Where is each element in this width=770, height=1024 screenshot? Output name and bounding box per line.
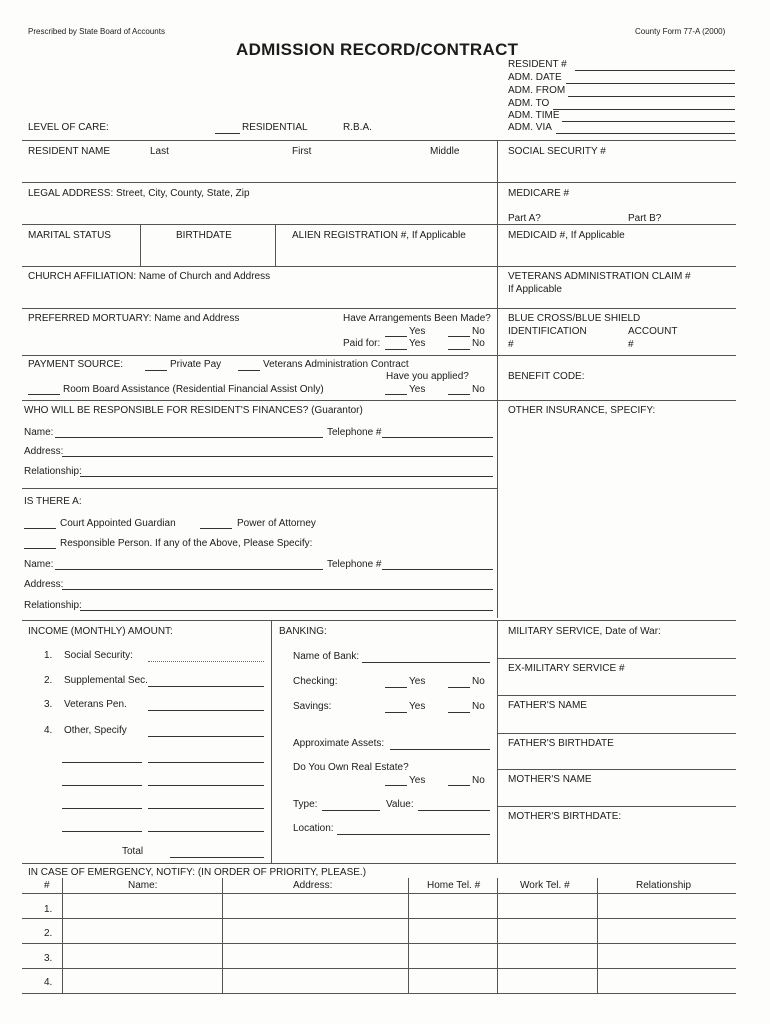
rule <box>22 140 736 141</box>
savings-label: Savings: <box>293 701 332 712</box>
is-there-name-label: Name: <box>24 559 54 570</box>
va-claim-note: If Applicable <box>508 284 562 295</box>
checking-yes: Yes <box>409 676 426 687</box>
last-name-label: Last <box>150 146 169 157</box>
guarantor-relationship-field[interactable] <box>80 476 493 477</box>
applied-no-field[interactable] <box>448 394 470 395</box>
adm-time-label: ADM. TIME <box>508 110 560 121</box>
emergency-row-number: 4. <box>44 977 53 988</box>
responsible-field[interactable] <box>24 548 56 549</box>
cell-divider <box>140 224 141 266</box>
other-income-amount-field[interactable] <box>148 785 264 786</box>
table-row[interactable] <box>22 943 736 944</box>
bank-name-field[interactable] <box>362 662 490 663</box>
income-total-label: Total <box>122 846 144 857</box>
applied-no: No <box>472 384 485 395</box>
cell-divider <box>271 620 272 863</box>
checking-no-field[interactable] <box>448 687 470 688</box>
resident-no-field[interactable] <box>575 70 735 71</box>
room-board-option: Room Board Assistance (Residential Financial Assist Only) <box>63 384 324 395</box>
checking-label: Checking: <box>293 676 338 687</box>
checking-yes-field[interactable] <box>385 687 407 688</box>
veterans-pension-label: Veterans Pen. <box>64 699 127 710</box>
emergency-col-number: # <box>44 880 50 891</box>
savings-no-field[interactable] <box>448 712 470 713</box>
residential-check[interactable] <box>215 133 240 134</box>
type-field[interactable] <box>322 810 380 811</box>
rule <box>22 355 736 356</box>
arrangements-yes-field[interactable] <box>385 336 407 337</box>
banking-heading: BANKING: <box>279 626 327 637</box>
rule <box>497 806 736 807</box>
rule <box>22 308 736 309</box>
arrangements-yes: Yes <box>409 326 426 337</box>
veterans-pension-field[interactable] <box>148 710 264 711</box>
va-contract-field[interactable] <box>238 370 260 371</box>
form-number: County Form 77-A (2000) <box>635 27 726 36</box>
payment-source-label: PAYMENT SOURCE: <box>28 359 124 370</box>
adm-via-label: ADM. VIA <box>508 122 552 133</box>
blue-cross-label: BLUE CROSS/BLUE SHIELD <box>508 313 641 324</box>
other-income-desc-field[interactable] <box>62 762 142 763</box>
rule <box>22 893 736 894</box>
emergency-col-relationship: Relationship <box>636 880 692 891</box>
mother-name-label: MOTHER'S NAME <box>508 774 592 785</box>
real-estate-no-field[interactable] <box>448 785 470 786</box>
adm-from-label: ADM. FROM <box>508 85 566 96</box>
supplemental-income-field[interactable] <box>148 686 264 687</box>
is-there-address-label: Address: <box>24 579 64 590</box>
guardian-option: Court Appointed Guardian <box>60 518 176 529</box>
income-item-number: 4. <box>44 725 53 736</box>
other-income-amount-field[interactable] <box>148 762 264 763</box>
real-estate-label: Do You Own Real Estate? <box>293 762 409 773</box>
mother-birthdate-label: MOTHER'S BIRTHDATE: <box>508 811 622 822</box>
mortuary-label: PREFERRED MORTUARY: Name and Address <box>28 313 240 324</box>
other-income-desc-field[interactable] <box>62 785 142 786</box>
church-label: CHURCH AFFILIATION: Name of Church and Address <box>28 271 271 282</box>
applied-yes-field[interactable] <box>385 394 407 395</box>
emergency-col-address: Address: <box>293 880 333 891</box>
other-income-label: Other, Specify <box>64 725 127 736</box>
real-estate-yes: Yes <box>409 775 426 786</box>
paid-yes-field[interactable] <box>385 349 407 350</box>
location-label: Location: <box>293 823 334 834</box>
va-contract-option: Veterans Administration Contract <box>263 359 409 370</box>
guarantor-address-label: Address: <box>24 446 64 457</box>
arrangements-no-field[interactable] <box>448 336 470 337</box>
account-hash: # <box>628 339 634 350</box>
arrangements-label: Have Arrangements Been Made? <box>343 313 491 324</box>
medicare-part-a: Part A? <box>508 213 541 224</box>
private-pay-option: Private Pay <box>170 359 222 370</box>
table-row[interactable] <box>22 968 736 969</box>
type-label: Type: <box>293 799 318 810</box>
bank-name-label: Name of Bank: <box>293 651 360 662</box>
emergency-heading: IN CASE OF EMERGENCY, NOTIFY: (IN ORDER OF PRIORITY, PLEASE.) <box>28 867 367 878</box>
medicaid-label: MEDICAID #, If Applicable <box>508 230 625 241</box>
supplemental-income-label: Supplemental Sec. <box>64 675 148 686</box>
cell-divider <box>275 224 276 266</box>
is-there-relationship-field[interactable] <box>80 610 493 611</box>
paid-no-field[interactable] <box>448 349 470 350</box>
adm-time-field[interactable] <box>562 121 735 122</box>
cell-divider <box>497 878 498 993</box>
cell-divider <box>408 878 409 993</box>
guardian-field[interactable] <box>24 528 56 529</box>
assets-field[interactable] <box>390 749 490 750</box>
resident-name-label: RESIDENT NAME <box>28 146 111 157</box>
adm-via-field[interactable] <box>556 133 735 134</box>
other-income-amount-field[interactable] <box>148 831 264 832</box>
emergency-row-number: 2. <box>44 928 53 939</box>
emergency-row-number: 1. <box>44 904 53 915</box>
income-heading: INCOME (MONTHLY) AMOUNT: <box>28 626 173 637</box>
assets-label: Approximate Assets: <box>293 738 385 749</box>
middle-name-label: Middle <box>430 146 460 157</box>
rule <box>22 182 736 183</box>
identification-label: IDENTIFICATION <box>508 326 587 337</box>
guarantor-name-field[interactable] <box>55 437 323 438</box>
income-item-number: 3. <box>44 699 53 710</box>
medicare-part-b: Part B? <box>628 213 662 224</box>
income-item-number: 2. <box>44 675 53 686</box>
is-there-telephone-label: Telephone # <box>327 559 382 570</box>
va-claim-label: VETERANS ADMINISTRATION CLAIM # <box>508 271 691 282</box>
location-field[interactable] <box>337 834 490 835</box>
is-there-name-field[interactable] <box>55 569 323 570</box>
room-board-field[interactable] <box>28 394 60 395</box>
cell-divider <box>222 878 223 993</box>
other-income-desc-field[interactable] <box>62 808 142 809</box>
legal-address-label: LEGAL ADDRESS: Street, City, County, State, Zip <box>28 188 250 199</box>
applied-label: Have you applied? <box>386 371 469 382</box>
marital-status-label: MARITAL STATUS <box>28 230 111 241</box>
value-label: Value: <box>386 799 414 810</box>
adm-date-label: ADM. DATE <box>508 72 562 83</box>
other-insurance-label: OTHER INSURANCE, SPECIFY: <box>508 405 656 416</box>
private-pay-field[interactable] <box>145 370 167 371</box>
poa-field[interactable] <box>200 528 232 529</box>
cell-divider <box>497 620 498 863</box>
father-name-label: FATHER'S NAME <box>508 700 587 711</box>
cell-divider <box>62 878 63 993</box>
residential-option: RESIDENTIAL <box>242 122 308 133</box>
is-there-address-field[interactable] <box>62 589 493 590</box>
emergency-row-number: 3. <box>44 953 53 964</box>
birthdate-label: BIRTHDATE <box>176 230 232 241</box>
page-title: ADMISSION RECORD/CONTRACT <box>236 40 519 59</box>
savings-yes: Yes <box>409 701 426 712</box>
father-birthdate-label: FATHER'S BIRTHDATE <box>508 738 614 749</box>
is-there-heading: IS THERE A: <box>24 496 82 507</box>
table-row[interactable] <box>22 918 736 919</box>
social-security-income-label: Social Security: <box>64 650 133 661</box>
rule <box>22 266 736 267</box>
savings-no: No <box>472 701 485 712</box>
arrangements-no: No <box>472 326 485 337</box>
savings-yes-field[interactable] <box>385 712 407 713</box>
rule <box>497 733 736 734</box>
rule <box>497 695 736 696</box>
other-income-amount-field[interactable] <box>148 808 264 809</box>
checking-no: No <box>472 676 485 687</box>
guarantor-name-label: Name: <box>24 427 54 438</box>
adm-to-field[interactable] <box>553 109 735 110</box>
rule <box>497 658 736 659</box>
is-there-telephone-field[interactable] <box>382 569 493 570</box>
column-divider <box>497 140 498 618</box>
social-security-label: SOCIAL SECURITY # <box>508 146 606 157</box>
social-security-income-field[interactable] <box>148 661 264 662</box>
first-name-label: First <box>292 146 312 157</box>
adm-to-label: ADM. TO <box>508 98 550 109</box>
guarantor-relationship-label: Relationship: <box>24 466 82 477</box>
table-row[interactable] <box>22 993 736 994</box>
rule <box>22 863 736 864</box>
cell-divider <box>597 878 598 993</box>
rule <box>22 400 736 401</box>
rule <box>22 488 497 489</box>
rule <box>22 620 736 621</box>
account-label: ACCOUNT <box>628 326 678 337</box>
guarantor-telephone-label: Telephone # <box>327 427 382 438</box>
other-income-field[interactable] <box>148 736 264 737</box>
prescribed-text: Prescribed by State Board of Accounts <box>28 27 165 36</box>
applied-yes: Yes <box>409 384 426 395</box>
guarantor-address-field[interactable] <box>62 456 493 457</box>
is-there-relationship-label: Relationship: <box>24 600 82 611</box>
level-of-care-label: LEVEL OF CARE: <box>28 122 109 133</box>
paid-no: No <box>472 338 485 349</box>
medicare-label: MEDICARE # <box>508 188 570 199</box>
paid-for-label: Paid for: <box>343 338 381 349</box>
ex-military-label: EX-MILITARY SERVICE # <box>508 663 625 674</box>
rba-option: R.B.A. <box>343 122 372 133</box>
military-service-label: MILITARY SERVICE, Date of War: <box>508 626 661 637</box>
adm-from-field[interactable] <box>568 96 735 97</box>
income-total-field[interactable] <box>170 857 264 858</box>
adm-date-field[interactable] <box>566 83 735 84</box>
identification-hash: # <box>508 339 514 350</box>
alien-registration-label: ALIEN REGISTRATION #, If Applicable <box>292 230 466 241</box>
real-estate-no: No <box>472 775 485 786</box>
real-estate-yes-field[interactable] <box>385 785 407 786</box>
value-field[interactable] <box>418 810 490 811</box>
responsible-option: Responsible Person. If any of the Above, Please Specify: <box>60 538 313 549</box>
benefit-code-label: BENEFIT CODE: <box>508 371 585 382</box>
emergency-col-home-tel: Home Tel. # <box>427 880 481 891</box>
poa-option: Power of Attorney <box>237 518 316 529</box>
paid-yes: Yes <box>409 338 426 349</box>
emergency-col-work-tel: Work Tel. # <box>520 880 570 891</box>
resident-no-label: RESIDENT # <box>508 59 567 70</box>
emergency-col-name: Name: <box>128 880 158 891</box>
rule <box>22 224 736 225</box>
guarantor-heading: WHO WILL BE RESPONSIBLE FOR RESIDENT'S FINANCES? (Guarantor) <box>24 405 363 416</box>
income-item-number: 1. <box>44 650 53 661</box>
rule <box>497 769 736 770</box>
guarantor-telephone-field[interactable] <box>382 437 493 438</box>
other-income-desc-field[interactable] <box>62 831 142 832</box>
